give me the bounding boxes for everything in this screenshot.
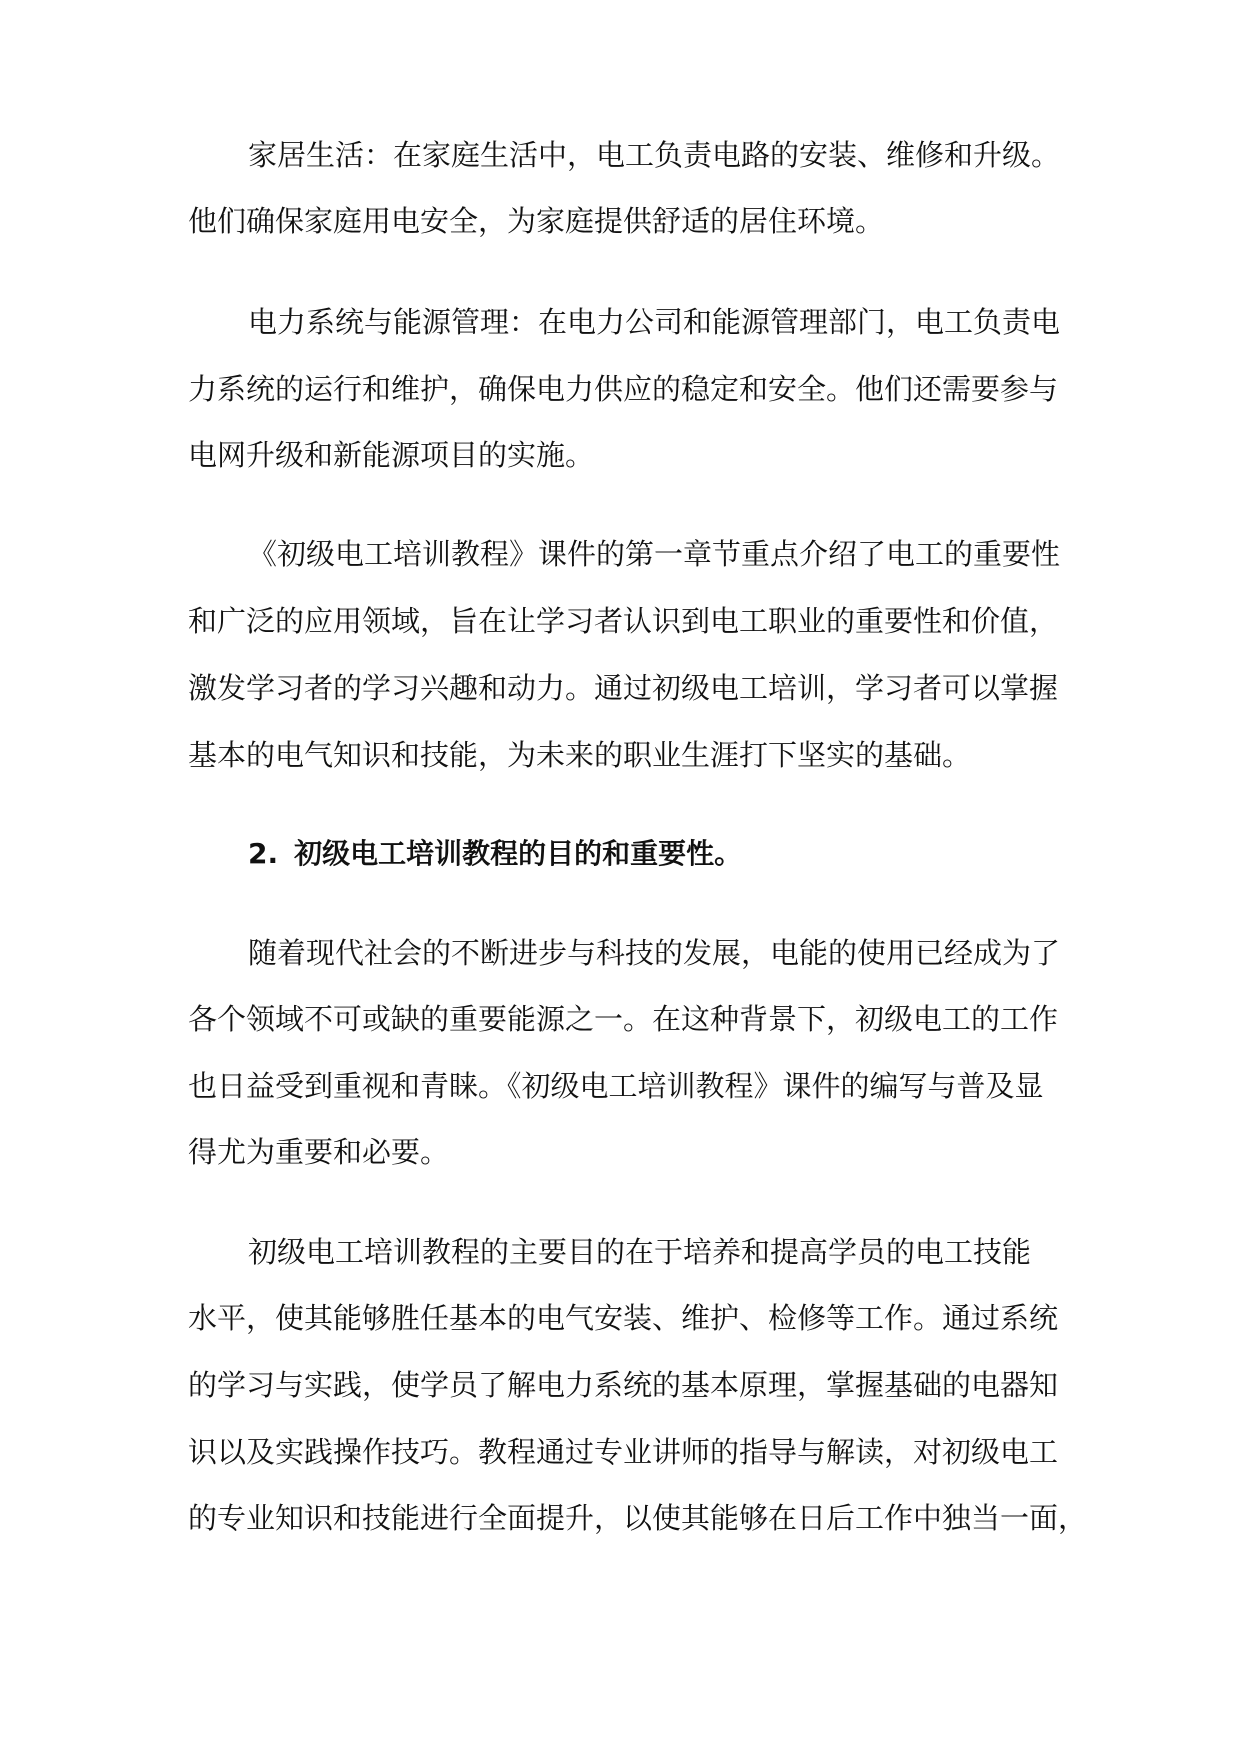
paragraph-line: 各个领域不可或缺的重要能源之一。在这种背景下，初级电工的工作 [188, 1002, 1059, 1036]
paragraph-line: 家居生活：在家庭生活中，电工负责电路的安装、维修和升级。 [248, 138, 1061, 172]
section-title: 初级电工培训教程的目的和重要性。 [294, 837, 743, 870]
paragraph-line: 电网升级和新能源项目的实施。 [188, 438, 595, 472]
paragraph-line: 电力系统与能源管理：在电力公司和能源管理部门，电工负责电 [248, 305, 1061, 339]
paragraph-line: 初级电工培训教程的主要目的在于培养和提高学员的电工技能 [248, 1235, 1032, 1269]
paragraph-line: 也日益受到重视和青睐。《初级电工培训教程》课件的编写与普及显 [188, 1069, 1044, 1103]
section-heading [248, 834, 1068, 874]
section-number: 2. [248, 837, 279, 870]
paragraph-line: 识以及实践操作技巧。教程通过专业讲师的指导与解读，对初级电工 [188, 1435, 1059, 1469]
paragraph-line: 水平，使其能够胜任基本的电气安装、维护、检修等工作。通过系统 [188, 1301, 1059, 1335]
paragraph-line: 的专业知识和技能进行全面提升，以使其能够在日后工作中独当一面， [188, 1501, 1088, 1535]
paragraph-line: 《初级电工培训教程》课件的第一章节重点介绍了电工的重要性 [248, 537, 1061, 571]
paragraph-line: 的学习与实践，使学员了解电力系统的基本原理，掌握基础的电器知 [188, 1368, 1059, 1402]
paragraph-line: 他们确保家庭用电安全，为家庭提供舒适的居住环境。 [188, 204, 885, 238]
paragraph-line: 激发学习者的学习兴趣和动力。通过初级电工培训，学习者可以掌握 [188, 671, 1059, 705]
paragraph-line: 和广泛的应用领域，旨在让学习者认识到电工职业的重要性和价值， [188, 604, 1059, 638]
paragraph-line: 得尤为重要和必要。 [188, 1135, 450, 1169]
paragraph-line: 基本的电气知识和技能，为未来的职业生涯打下坚实的基础。 [188, 738, 972, 772]
paragraph-line: 力系统的运行和维护，确保电力供应的稳定和安全。他们还需要参与 [188, 372, 1059, 406]
paragraph-line: 随着现代社会的不断进步与科技的发展，电能的使用已经成为了 [248, 936, 1061, 970]
